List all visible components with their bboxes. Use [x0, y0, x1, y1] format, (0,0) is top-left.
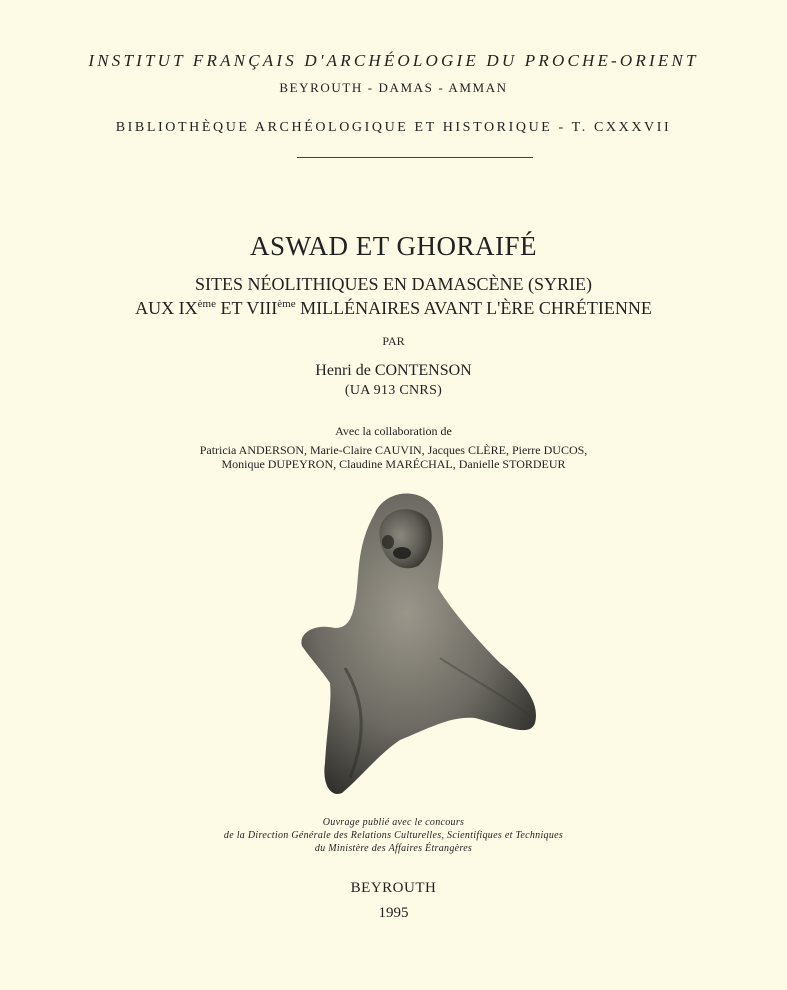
collaborators-line-2: Monique DUPEYRON, Claudine MARÉCHAL, Danielle STORDEUR [221, 457, 566, 471]
book-title: ASWAD ET GHORAIFÉ [249, 231, 537, 261]
institute-name: INSTITUT FRANÇAIS D'ARCHÉOLOGIE DU PROCHE-ORIENT [88, 51, 699, 70]
figurine-eye-left [393, 547, 411, 559]
figurine-photo [290, 478, 550, 803]
series-title: BIBLIOTHÈQUE ARCHÉOLOGIQUE ET HISTORIQUE - T. CXXXVII [115, 120, 672, 135]
collaboration-intro: Avec la collaboration de [335, 424, 452, 438]
author-name: Henri de CONTENSON [315, 362, 472, 379]
divider-rule [297, 157, 533, 158]
publication-note-line-3: du Ministère des Affaires Étrangères [314, 843, 473, 854]
imprint-place: BEYROUTH [350, 880, 437, 896]
subtitle-line-2 [0, 298, 787, 319]
figurine-eye-right [382, 535, 394, 549]
subtitle-part-c: MILLÉNAIRES AVANT L'ÈRE CHRÉTIENNE [295, 298, 652, 318]
subtitle-superscript-1: ème [197, 298, 216, 310]
institute-cities: BEYROUTH - DAMAS - AMMAN [279, 80, 508, 95]
subtitle-part-b: ET VIII [215, 298, 278, 318]
subtitle-superscript-2: ème [277, 298, 296, 310]
subtitle-part-a: AUX IX [135, 298, 198, 318]
imprint-year: 1995 [378, 905, 409, 921]
author-affiliation: (UA 913 CNRS) [344, 383, 443, 398]
subtitle-line-1: SITES NÉOLITHIQUES EN DAMASCÈNE (SYRIE) [195, 274, 592, 294]
by-label: PAR [382, 334, 405, 348]
collaborators-line-1: Patricia ANDERSON, Marie-Claire CAUVIN, Jacques CLÈRE, Pierre DUCOS, [199, 443, 588, 457]
publication-note-line-1: Ouvrage publié avec le concours [322, 817, 465, 828]
publication-note-line-2: de la Direction Générale des Relations Culturelles, Scientifiques et Techniques [223, 830, 564, 841]
